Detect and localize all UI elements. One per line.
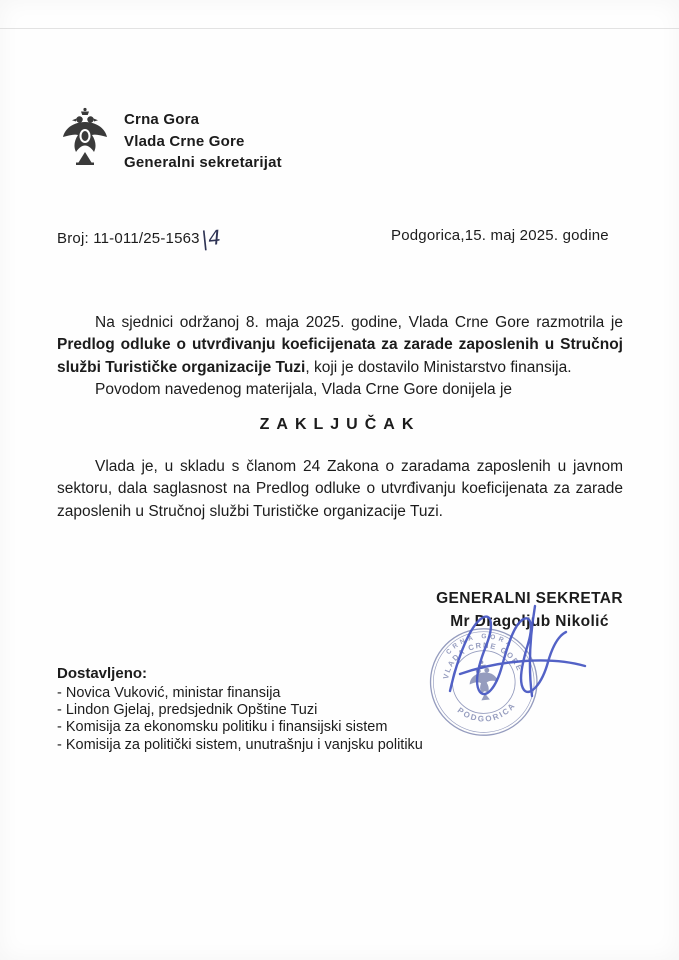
distribution-item: - Komisija za politički sistem, unutrašnju i vanjsku politiku — [57, 736, 423, 753]
stamp-outer-ring-text: CRNA GORA — [445, 633, 516, 657]
paragraph-conclusion: Vlada je, u skladu s članom 24 Zakona o zaradama zaposlenih u javnom sektoru, dala saglasnost na Predlog odluke o utvrđivanju koeficijenata za zarade zaposlenih u Stručnoj službi Turističke organizacije Tuzi. — [57, 458, 623, 520]
letterhead-department: Generalni sekretarijat — [124, 154, 282, 171]
paragraph-intro — [57, 312, 623, 379]
place-date: Podgorica,15. maj 2025. godine — [391, 227, 609, 244]
letterhead-government: Vlada Crne Gore — [124, 132, 245, 150]
letterhead — [60, 106, 282, 174]
distribution-item: - Lindon Gjelaj, predsjednik Opštine Tuzi — [57, 702, 318, 719]
signatory-title: GENERALNI SEKRETAR — [436, 590, 623, 607]
paragraph-intro-end: , koji je dostavilo Ministarstvo finansija. — [305, 358, 572, 376]
scan-edge-line — [0, 28, 679, 29]
stamp-bottom-text: PODGORICA — [455, 700, 518, 724]
reference-line — [57, 224, 223, 251]
letterhead-country: Crna Gora — [124, 111, 200, 128]
paragraph-intro-start: Na sjednici održanoj 8. maja 2025. godine, Vlada Crne Gore razmotrila je — [95, 314, 623, 331]
distribution-block — [57, 664, 423, 754]
montenegro-coat-of-arms-icon — [60, 106, 110, 172]
conclusion-heading: ZAKLJUČAK — [259, 415, 421, 433]
document-number: Broj: 11-011/25-1563 — [57, 230, 200, 247]
signatory-name: Mr Dragoljub Nikolić — [450, 613, 609, 630]
handwritten-number-suffix: |4 — [199, 225, 223, 251]
distribution-item: - Komisija za ekonomsku politiku i finansijski sistem — [57, 719, 388, 736]
distribution-label: Dostavljeno: — [57, 665, 148, 682]
document-body — [57, 312, 623, 523]
paragraph-intro-bold-title: Predlog odluke o utvrđivanju koeficijenata za zarade zaposlenih u Stručnoj službi Turističke organizacije Tuzi — [57, 336, 623, 376]
letterhead-text — [124, 106, 282, 174]
handwritten-signature — [430, 596, 600, 716]
distribution-item: - Novica Vuković, ministar finansija — [57, 685, 281, 701]
stamp-inner-ring-text: VLADA CRNE GORE — [441, 640, 525, 680]
paragraph-povodom: Povodom navedenog materijala, Vlada Crne Gore donijela je — [95, 381, 513, 399]
